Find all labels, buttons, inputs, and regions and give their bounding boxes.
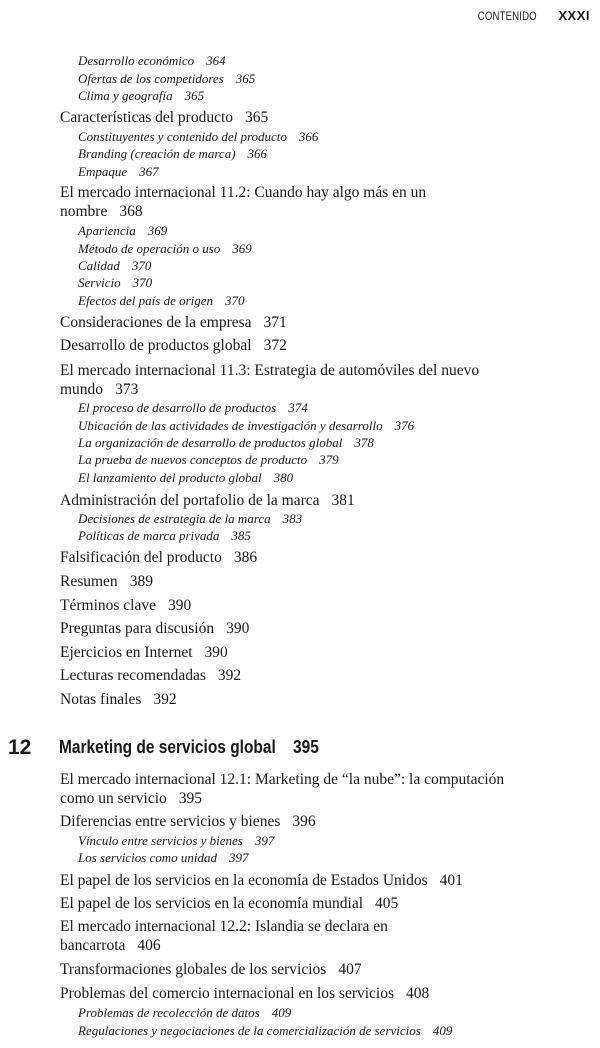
entry-page: 366 xyxy=(247,146,268,161)
entry-page: 392 xyxy=(153,691,177,708)
entry-page: 370 xyxy=(132,275,153,290)
toc-subentry xyxy=(78,292,245,309)
toc-entry xyxy=(60,985,429,1004)
entry-page: 372 xyxy=(263,337,287,354)
toc-entry xyxy=(60,184,426,221)
entry-title: El papel de los servicios en la economía mundial xyxy=(60,895,364,912)
entry-title: El proceso de desarrollo de productos xyxy=(78,400,277,415)
entry-page: 379 xyxy=(319,452,339,467)
toc-subentry xyxy=(78,417,414,434)
entry-page: 367 xyxy=(139,164,159,179)
chapter-title: Marketing de servicios global xyxy=(59,737,276,757)
entry-title: Términos clave xyxy=(60,597,156,614)
entry-title: Ofertas de los competidores xyxy=(78,71,224,86)
toc-subentry xyxy=(78,527,251,544)
entry-page: 401 xyxy=(439,872,463,889)
toc-entry xyxy=(60,573,153,592)
toc-entry xyxy=(60,667,241,686)
entry-page: 390 xyxy=(167,597,192,614)
entry-page: 392 xyxy=(217,667,242,684)
entry-title: Método de operación o uso xyxy=(78,241,221,256)
entry-title: El mercado internacional 12.2: Islandia se declara en bancarrota xyxy=(60,918,388,954)
entry-title: Clima y geografía xyxy=(78,88,173,103)
entry-title: Características del producto xyxy=(60,109,234,126)
entry-title: Administración del portafolio de la marca xyxy=(60,492,320,509)
toc-subentry xyxy=(78,832,274,849)
entry-title: Resumen xyxy=(60,573,118,590)
entry-page: 383 xyxy=(282,511,303,526)
entry-title: Desarrollo de productos global xyxy=(60,337,252,354)
entry-page: 385 xyxy=(231,528,251,543)
entry-page: 409 xyxy=(271,1005,292,1020)
entry-title: Desarrollo económico xyxy=(78,53,195,68)
section-title: CONTENIDO xyxy=(477,9,537,23)
page-number: XXXI xyxy=(558,8,590,23)
entry-title: Lecturas recomendadas xyxy=(60,667,206,684)
entry-page: 365 xyxy=(235,71,256,86)
toc-entry xyxy=(60,109,268,128)
entry-page: 407 xyxy=(338,961,362,978)
chapter-heading xyxy=(59,737,319,758)
entry-page: 389 xyxy=(129,573,153,590)
toc-entry xyxy=(60,337,287,356)
entry-page: 390 xyxy=(226,620,250,637)
entry-title: El lanzamiento del producto global xyxy=(78,470,262,485)
entry-page: 369 xyxy=(232,241,252,256)
toc-entry xyxy=(60,813,316,832)
toc-subentry xyxy=(78,469,293,486)
entry-page: 409 xyxy=(432,1023,453,1038)
toc-subentry xyxy=(78,451,339,468)
toc-subentry xyxy=(78,240,252,257)
entry-page: 376 xyxy=(394,418,415,433)
entry-page: 396 xyxy=(292,813,316,830)
entry-title: Preguntas para discusión xyxy=(60,620,215,637)
toc-subentry xyxy=(78,52,226,69)
toc-subentry xyxy=(78,1004,291,1021)
entry-title: La prueba de nuevos conceptos de producto xyxy=(78,452,308,467)
toc-entry xyxy=(60,620,249,639)
entry-title: La organización de desarrollo de productos global xyxy=(78,435,343,450)
entry-page: 368 xyxy=(119,202,143,220)
toc-subentry xyxy=(78,849,249,866)
entry-page: 397 xyxy=(254,833,275,848)
toc-entry xyxy=(60,644,228,663)
toc-subentry xyxy=(78,70,255,87)
toc-subentry xyxy=(78,87,204,104)
entry-title: Problemas del comercio internacional en los servicios xyxy=(60,985,395,1002)
chapter-number: 12 xyxy=(8,736,32,759)
toc-entry xyxy=(60,771,504,808)
entry-title: Vínculo entre servicios y bienes xyxy=(78,833,243,848)
entry-title: Servicio xyxy=(78,275,121,290)
entry-title: Los servicios como unidad xyxy=(78,850,218,865)
toc-entry xyxy=(60,314,287,333)
entry-title: Diferencias entre servicios y bienes xyxy=(60,813,281,830)
entry-title: Branding (creación de marca) xyxy=(78,146,236,161)
toc-subentry xyxy=(78,128,318,145)
toc-entry xyxy=(60,961,362,980)
entry-title: El mercado internacional 12.1: Marketing de “la nube”: la computación como un servicio xyxy=(60,771,505,807)
toc-entry xyxy=(60,691,177,710)
entry-title: Decisiones de estrategia de la marca xyxy=(78,511,271,526)
toc-subentry xyxy=(78,163,159,180)
toc-entry xyxy=(60,597,191,616)
running-header xyxy=(463,8,590,23)
entry-title: Ubicación de las actividades de investigación y desarrollo xyxy=(78,418,383,433)
entry-page: 365 xyxy=(184,88,205,103)
toc-subentry xyxy=(78,399,308,416)
entry-page: 381 xyxy=(331,492,355,509)
entry-page: 406 xyxy=(137,936,161,954)
entry-title: Ejercicios en Internet xyxy=(60,644,193,661)
entry-title: Transformaciones globales de los servicios xyxy=(60,961,327,978)
toc-entry xyxy=(60,872,463,891)
entry-page: 370 xyxy=(225,293,245,308)
entry-page: 395 xyxy=(178,789,203,807)
entry-title: Constituyentes y contenido del producto xyxy=(78,129,287,144)
entry-title: El papel de los servicios en la economía de Estados Unidos xyxy=(60,872,428,889)
toc-entry xyxy=(60,549,257,568)
entry-title: Apariencia xyxy=(78,223,136,238)
entry-page: 390 xyxy=(204,644,228,661)
toc-entry xyxy=(60,362,479,399)
entry-page: 371 xyxy=(263,314,287,331)
toc-entry xyxy=(60,895,398,914)
entry-page: 374 xyxy=(288,400,308,415)
entry-title: Problemas de recolección de datos xyxy=(78,1005,260,1020)
entry-page: 370 xyxy=(131,258,152,273)
toc-subentry xyxy=(78,257,151,274)
toc-subentry xyxy=(78,1022,452,1039)
toc-entry xyxy=(60,492,355,511)
entry-page: 386 xyxy=(233,549,258,566)
entry-title: Consideraciones de la empresa xyxy=(60,314,252,331)
entry-title: Calidad xyxy=(78,258,120,273)
toc-entry xyxy=(60,918,388,955)
entry-title: Políticas de marca privada xyxy=(78,528,220,543)
entry-title: Falsificación del producto xyxy=(60,549,222,566)
entry-title: Empaque xyxy=(78,164,128,179)
chapter-page: 395 xyxy=(293,737,319,757)
toc-subentry xyxy=(78,510,302,527)
entry-page: 369 xyxy=(147,223,168,238)
entry-title: Notas finales xyxy=(60,691,142,708)
entry-title: El mercado internacional 11.3: Estrategia de automóviles del nuevo mundo xyxy=(60,362,480,398)
toc-subentry xyxy=(78,434,374,451)
entry-page: 397 xyxy=(229,850,249,865)
entry-page: 408 xyxy=(406,985,430,1002)
entry-page: 364 xyxy=(206,53,226,68)
entry-title: El mercado internacional 11.2: Cuando hay algo más en un nombre xyxy=(60,184,427,220)
entry-page: 365 xyxy=(245,109,269,126)
entry-page: 366 xyxy=(298,129,319,144)
entry-page: 405 xyxy=(375,895,399,912)
entry-page: 373 xyxy=(115,380,139,398)
entry-title: Efectos del país de origen xyxy=(78,293,214,308)
toc-subentry xyxy=(78,222,167,239)
toc-subentry xyxy=(78,274,152,291)
entry-title: Regulaciones y negociaciones de la comercialización de servicios xyxy=(78,1023,421,1038)
entry-page: 380 xyxy=(273,470,294,485)
entry-page: 378 xyxy=(354,435,374,450)
toc-subentry xyxy=(78,145,267,162)
